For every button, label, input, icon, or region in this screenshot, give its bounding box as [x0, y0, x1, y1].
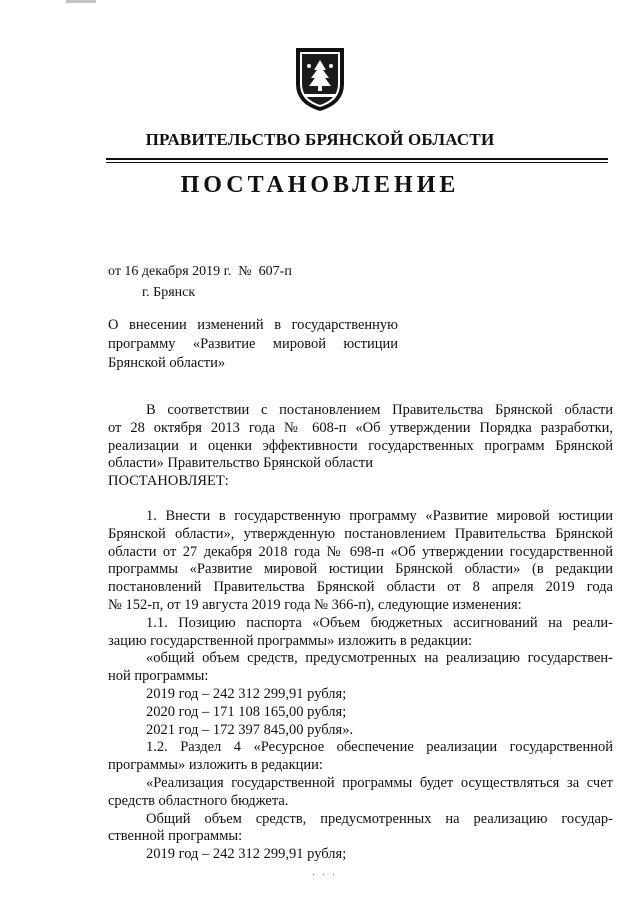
- body-line: 2021 год – 172 397 845,00 рубля».: [146, 721, 354, 738]
- body-line: области» Правительство Брянской области: [108, 455, 373, 472]
- body-line: ственной программы:: [108, 828, 243, 845]
- scan-artifact: · · ·: [312, 870, 337, 881]
- document-subject: [108, 316, 398, 373]
- body-line: зацию государственной программы» изложить в редакции:: [108, 632, 473, 649]
- scan-mark: [66, 0, 96, 3]
- body-line: от 28 октября 2013 года № 608-п «Об утверждении Порядка разработки,: [108, 419, 613, 436]
- body-line: 1.2. Раздел 4 «Ресурсное обеспечение реализации государственной: [146, 739, 613, 756]
- body-line: 1.1. Позицию паспорта «Объем бюджетных ассигнований на реали-: [146, 614, 613, 631]
- body-line: ной программы:: [108, 668, 209, 685]
- subject-line: Брянской области»: [108, 355, 226, 371]
- document-date-number: от 16 декабря 2019 г. № 607-п: [108, 264, 292, 279]
- body-line: «общий объем средств, предусмотренных на реализацию государствен-: [146, 650, 613, 667]
- document-body: [108, 402, 613, 864]
- body-line: Брянской области», утвержденную постановлением Правительства Брянской: [108, 525, 613, 542]
- coat-of-arms-icon: [292, 44, 348, 114]
- body-line: программы» изложить в редакции:: [108, 757, 323, 774]
- body-line: программы «Развитие мировой юстиции Брянской области» (в редакции: [108, 561, 613, 578]
- resolves-line: ПОСТАНОВЛЯЕТ:: [108, 473, 229, 490]
- body-line: области от 27 декабря 2018 года № 698-п «Об утверждении государственной: [108, 543, 613, 560]
- body-line: 2020 год – 171 108 165,00 рубля;: [146, 703, 347, 720]
- body-line: № 152-п, от 19 августа 2019 года № 366-п), следующие изменения:: [108, 596, 522, 613]
- body-line: В соответствии с постановлением Правительства Брянской области: [146, 402, 613, 418]
- body-line: реализации и оценки эффективности государственных программ Брянской: [108, 437, 613, 454]
- body-line: 2019 год – 242 312 299,91 рубля;: [146, 846, 347, 863]
- header-rule-thin: [106, 162, 608, 163]
- government-title: ПРАВИТЕЛЬСТВО БРЯНСКОЙ ОБЛАСТИ: [145, 130, 495, 149]
- subject-line: программу «Развитие мировой юстиции: [108, 336, 398, 352]
- document-city: г. Брянск: [142, 285, 196, 300]
- body-line: «Реализация государственной программы будет осуществляться за счет: [146, 774, 613, 791]
- body-line: 2019 год – 242 312 299,91 рубля;: [146, 685, 347, 702]
- body-line: Общий объем средств, предусмотренных на реализацию государ-: [146, 810, 613, 827]
- body-line: постановлений Правительства Брянской области от 8 апреля 2019 года: [108, 579, 613, 596]
- header-rule-thick: [106, 158, 608, 160]
- body-line: средств областного бюджета.: [108, 792, 289, 809]
- subject-line: О внесении изменений в государственную: [108, 317, 398, 333]
- document-type: ПОСТАНОВЛЕНИЕ: [180, 172, 460, 198]
- body-line: 1. Внести в государственную программу «Развитие мировой юстиции: [146, 507, 613, 524]
